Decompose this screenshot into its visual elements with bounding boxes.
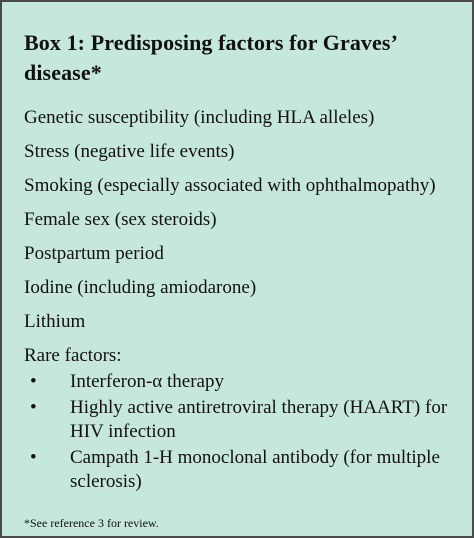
factor-item: Stress (negative life events): [24, 141, 235, 162]
rare-factor-item: [24, 396, 456, 444]
bullet-icon: •: [30, 397, 37, 418]
rare-factors-heading: Rare factors:: [24, 345, 122, 366]
factor-item: Iodine (including amiodarone): [24, 277, 257, 298]
factor-item: Postpartum period: [24, 243, 164, 264]
rare-factor-item: [24, 446, 456, 494]
factor-item: Female sex (sex steroids): [24, 209, 217, 230]
rare-factor-item: [24, 370, 456, 394]
footnote: *See reference 3 for review.: [24, 516, 159, 530]
factor-item: Lithium: [24, 311, 86, 332]
box-title: Box 1: Predisposing factors for Graves’ disease*: [24, 30, 397, 85]
rare-factor-list: [24, 370, 456, 494]
rare-factor-text: Highly active antiretroviral therapy (HAART) for HIV infection: [70, 397, 448, 442]
rare-factor-text: Campath 1-H monoclonal antibody (for multiple sclerosis): [70, 447, 440, 492]
bullet-icon: •: [30, 371, 37, 392]
bullet-icon: •: [30, 447, 37, 468]
rare-factor-text: Interferon-α therapy: [70, 371, 224, 392]
factor-item: Genetic susceptibility (including HLA alleles): [24, 107, 375, 128]
factor-item: Smoking (especially associated with ophthalmopathy): [24, 175, 436, 196]
factor-list: [24, 106, 456, 334]
